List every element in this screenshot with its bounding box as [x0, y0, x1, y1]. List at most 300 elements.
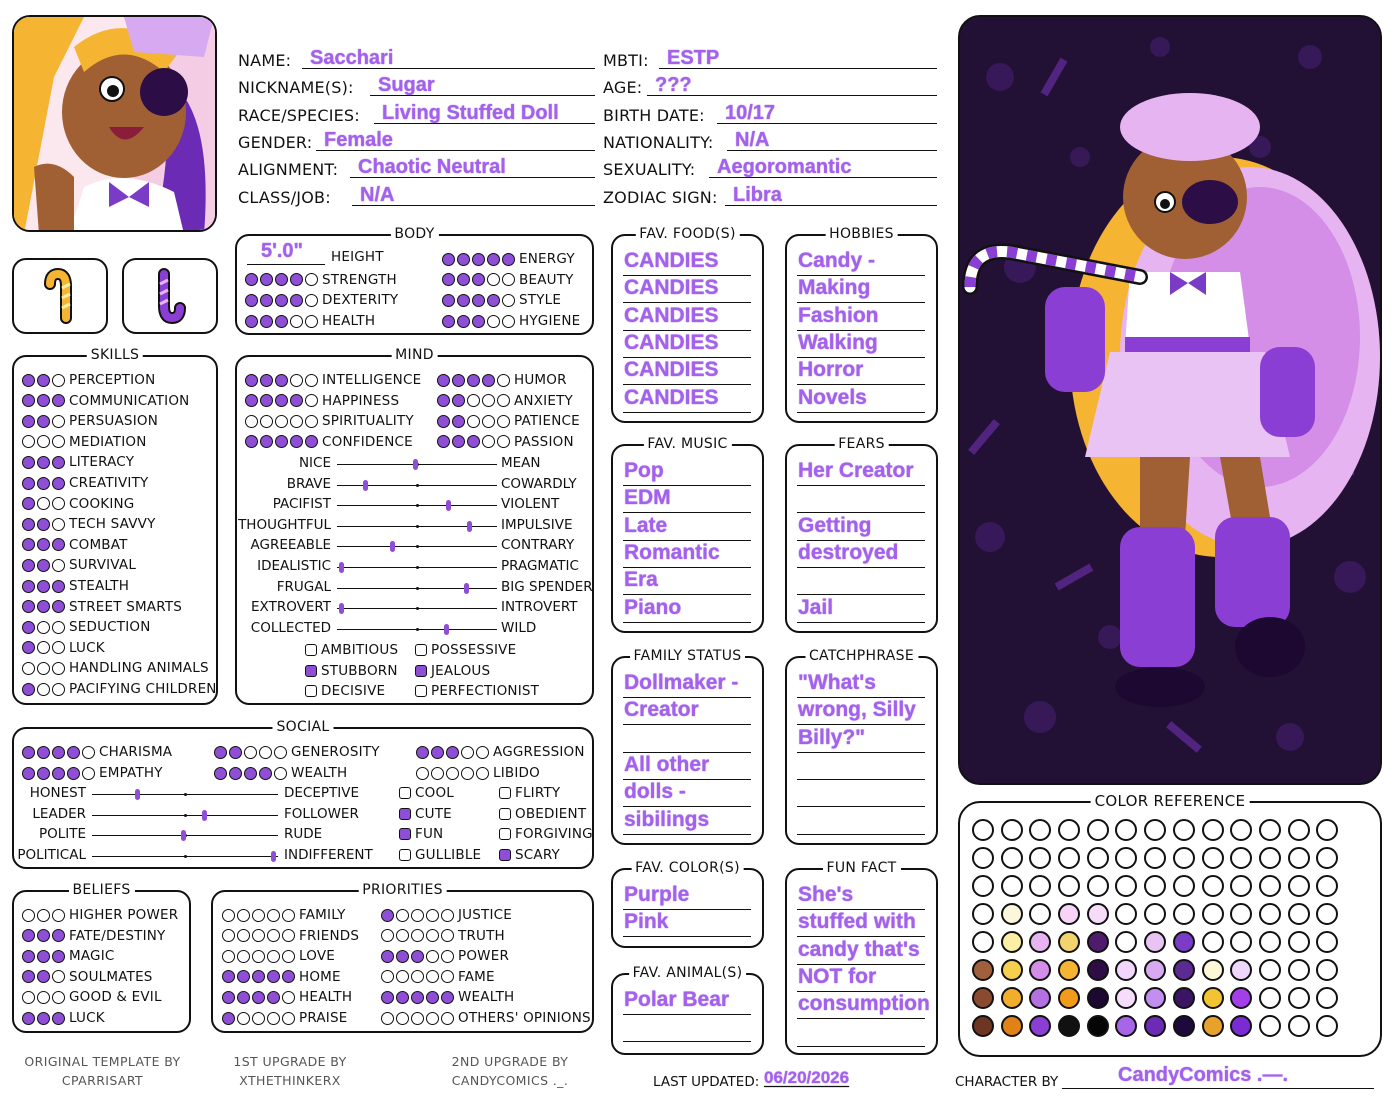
rating-dot[interactable] [472, 253, 485, 266]
color-swatch[interactable] [1202, 931, 1224, 953]
rating-dot[interactable] [411, 970, 424, 983]
color-swatch[interactable] [1058, 931, 1080, 953]
rating-dot[interactable] [267, 991, 280, 1004]
rating-dot[interactable] [461, 746, 474, 759]
rating-dot[interactable] [252, 970, 265, 983]
rating-dot[interactable] [22, 456, 35, 469]
rating-dot[interactable] [222, 929, 235, 942]
color-swatch[interactable] [1115, 903, 1137, 925]
trait-checkbox[interactable] [415, 644, 427, 656]
color-swatch[interactable] [1173, 987, 1195, 1009]
rating-dot[interactable] [396, 991, 409, 1004]
color-swatch[interactable] [1316, 931, 1338, 953]
slider-handle[interactable] [446, 500, 451, 511]
rating-dot[interactable] [290, 435, 303, 448]
rating-dot[interactable] [381, 970, 394, 983]
color-swatch[interactable] [1230, 875, 1252, 897]
rating-dot[interactable] [245, 415, 258, 428]
rating-dot[interactable] [381, 991, 394, 1004]
rating-dot[interactable] [260, 435, 273, 448]
color-swatch[interactable] [1230, 847, 1252, 869]
slider-handle[interactable] [413, 459, 418, 470]
color-swatch[interactable] [1202, 875, 1224, 897]
color-swatch[interactable] [1259, 875, 1281, 897]
rating-dot[interactable] [381, 950, 394, 963]
slider-handle[interactable] [390, 541, 395, 552]
rating-dot[interactable] [82, 746, 95, 759]
rating-dot[interactable] [426, 950, 439, 963]
slider-handle[interactable] [181, 830, 186, 841]
rating-dot[interactable] [502, 253, 515, 266]
rating-dot[interactable] [267, 909, 280, 922]
rating-dot[interactable] [52, 641, 65, 654]
rating-dot[interactable] [416, 746, 429, 759]
color-swatch[interactable] [972, 987, 994, 1009]
rating-dot[interactable] [396, 1012, 409, 1025]
rating-dot[interactable] [222, 991, 235, 1004]
trait-checkbox[interactable] [399, 787, 411, 799]
rating-dot[interactable] [237, 970, 250, 983]
rating-dot[interactable] [467, 435, 480, 448]
color-swatch[interactable] [1087, 819, 1109, 841]
rating-dot[interactable] [52, 970, 65, 983]
rating-dot[interactable] [52, 746, 65, 759]
trait-slider[interactable] [337, 505, 497, 506]
rating-dot[interactable] [396, 970, 409, 983]
rating-dot[interactable] [441, 929, 454, 942]
rating-dot[interactable] [411, 929, 424, 942]
rating-dot[interactable] [482, 374, 495, 387]
rating-dot[interactable] [446, 746, 459, 759]
rating-dot[interactable] [472, 273, 485, 286]
rating-dot[interactable] [22, 559, 35, 572]
color-swatch[interactable] [1173, 875, 1195, 897]
rating-dot[interactable] [37, 374, 50, 387]
color-swatch[interactable] [1288, 847, 1310, 869]
color-swatch[interactable] [1316, 959, 1338, 981]
rating-dot[interactable] [245, 315, 258, 328]
color-swatch[interactable] [1001, 959, 1023, 981]
rating-dot[interactable] [457, 273, 470, 286]
rating-dot[interactable] [229, 767, 242, 780]
rating-dot[interactable] [37, 600, 50, 613]
rating-dot[interactable] [37, 497, 50, 510]
rating-dot[interactable] [411, 1012, 424, 1025]
rating-dot[interactable] [452, 394, 465, 407]
rating-dot[interactable] [52, 477, 65, 490]
color-swatch[interactable] [1259, 847, 1281, 869]
color-swatch[interactable] [1029, 987, 1051, 1009]
rating-dot[interactable] [482, 394, 495, 407]
color-swatch[interactable] [1058, 903, 1080, 925]
rating-dot[interactable] [52, 518, 65, 531]
color-swatch[interactable] [1087, 959, 1109, 981]
rating-dot[interactable] [52, 538, 65, 551]
color-swatch[interactable] [1058, 847, 1080, 869]
trait-checkbox[interactable] [399, 849, 411, 861]
trait-slider[interactable] [337, 485, 497, 486]
rating-dot[interactable] [52, 909, 65, 922]
rating-dot[interactable] [22, 538, 35, 551]
rating-dot[interactable] [245, 273, 258, 286]
color-swatch[interactable] [972, 847, 994, 869]
rating-dot[interactable] [411, 909, 424, 922]
rating-dot[interactable] [260, 415, 273, 428]
rating-dot[interactable] [244, 746, 257, 759]
color-swatch[interactable] [1230, 819, 1252, 841]
color-swatch[interactable] [972, 875, 994, 897]
rating-dot[interactable] [52, 683, 65, 696]
rating-dot[interactable] [22, 600, 35, 613]
rating-dot[interactable] [426, 1012, 439, 1025]
color-swatch[interactable] [1029, 875, 1051, 897]
rating-dot[interactable] [381, 929, 394, 942]
trait-checkbox[interactable] [399, 808, 411, 820]
color-swatch[interactable] [972, 931, 994, 953]
rating-dot[interactable] [237, 991, 250, 1004]
rating-dot[interactable] [37, 477, 50, 490]
color-swatch[interactable] [1202, 987, 1224, 1009]
rating-dot[interactable] [267, 970, 280, 983]
color-swatch[interactable] [1230, 931, 1252, 953]
rating-dot[interactable] [305, 374, 318, 387]
color-swatch[interactable] [1144, 819, 1166, 841]
color-swatch[interactable] [1288, 819, 1310, 841]
rating-dot[interactable] [305, 315, 318, 328]
color-swatch[interactable] [1001, 903, 1023, 925]
color-swatch[interactable] [1144, 931, 1166, 953]
color-swatch[interactable] [1058, 959, 1080, 981]
color-swatch[interactable] [1173, 931, 1195, 953]
rating-dot[interactable] [467, 415, 480, 428]
rating-dot[interactable] [22, 641, 35, 654]
rating-dot[interactable] [441, 970, 454, 983]
trait-checkbox[interactable] [415, 685, 427, 697]
color-swatch[interactable] [972, 959, 994, 981]
rating-dot[interactable] [437, 394, 450, 407]
color-swatch[interactable] [1001, 931, 1023, 953]
trait-slider[interactable] [337, 588, 497, 589]
rating-dot[interactable] [37, 1012, 50, 1025]
rating-dot[interactable] [260, 294, 273, 307]
rating-dot[interactable] [252, 991, 265, 1004]
slider-handle[interactable] [339, 603, 344, 614]
rating-dot[interactable] [237, 950, 250, 963]
rating-dot[interactable] [82, 767, 95, 780]
rating-dot[interactable] [52, 435, 65, 448]
rating-dot[interactable] [22, 374, 35, 387]
trait-checkbox[interactable] [305, 644, 317, 656]
color-swatch[interactable] [1288, 959, 1310, 981]
rating-dot[interactable] [22, 518, 35, 531]
trait-checkbox[interactable] [305, 685, 317, 697]
trait-checkbox[interactable] [399, 828, 411, 840]
rating-dot[interactable] [441, 950, 454, 963]
color-swatch[interactable] [1115, 987, 1137, 1009]
color-swatch[interactable] [1316, 847, 1338, 869]
rating-dot[interactable] [245, 294, 258, 307]
rating-dot[interactable] [237, 1012, 250, 1025]
rating-dot[interactable] [37, 394, 50, 407]
rating-dot[interactable] [305, 394, 318, 407]
trait-checkbox[interactable] [415, 665, 427, 677]
rating-dot[interactable] [442, 273, 455, 286]
color-swatch[interactable] [1173, 959, 1195, 981]
rating-dot[interactable] [267, 1012, 280, 1025]
rating-dot[interactable] [497, 435, 510, 448]
rating-dot[interactable] [22, 394, 35, 407]
rating-dot[interactable] [437, 415, 450, 428]
rating-dot[interactable] [497, 415, 510, 428]
rating-dot[interactable] [37, 950, 50, 963]
rating-dot[interactable] [37, 991, 50, 1004]
trait-checkbox[interactable] [305, 665, 317, 677]
rating-dot[interactable] [222, 970, 235, 983]
rating-dot[interactable] [274, 746, 287, 759]
color-swatch[interactable] [1058, 819, 1080, 841]
rating-dot[interactable] [290, 415, 303, 428]
rating-dot[interactable] [37, 559, 50, 572]
rating-dot[interactable] [452, 435, 465, 448]
rating-dot[interactable] [396, 909, 409, 922]
rating-dot[interactable] [22, 991, 35, 1004]
rating-dot[interactable] [437, 435, 450, 448]
slider-handle[interactable] [202, 810, 207, 821]
color-swatch[interactable] [1202, 903, 1224, 925]
color-swatch[interactable] [1144, 1015, 1166, 1037]
color-swatch[interactable] [1087, 875, 1109, 897]
color-swatch[interactable] [1173, 903, 1195, 925]
color-swatch[interactable] [1029, 819, 1051, 841]
color-swatch[interactable] [1029, 1015, 1051, 1037]
trait-checkbox[interactable] [499, 808, 511, 820]
rating-dot[interactable] [431, 767, 444, 780]
rating-dot[interactable] [52, 394, 65, 407]
color-swatch[interactable] [1259, 987, 1281, 1009]
trait-slider[interactable] [337, 567, 497, 568]
rating-dot[interactable] [52, 456, 65, 469]
rating-dot[interactable] [22, 683, 35, 696]
rating-dot[interactable] [396, 929, 409, 942]
rating-dot[interactable] [252, 929, 265, 942]
color-swatch[interactable] [1087, 987, 1109, 1009]
trait-checkbox[interactable] [499, 849, 511, 861]
rating-dot[interactable] [502, 294, 515, 307]
color-swatch[interactable] [1115, 875, 1137, 897]
rating-dot[interactable] [260, 273, 273, 286]
rating-dot[interactable] [260, 394, 273, 407]
rating-dot[interactable] [52, 600, 65, 613]
rating-dot[interactable] [222, 909, 235, 922]
rating-dot[interactable] [275, 394, 288, 407]
rating-dot[interactable] [52, 415, 65, 428]
rating-dot[interactable] [52, 662, 65, 675]
rating-dot[interactable] [274, 767, 287, 780]
rating-dot[interactable] [431, 746, 444, 759]
rating-dot[interactable] [482, 415, 495, 428]
rating-dot[interactable] [52, 1012, 65, 1025]
color-swatch[interactable] [1259, 959, 1281, 981]
color-swatch[interactable] [1001, 875, 1023, 897]
rating-dot[interactable] [37, 909, 50, 922]
rating-dot[interactable] [22, 950, 35, 963]
rating-dot[interactable] [222, 1012, 235, 1025]
rating-dot[interactable] [237, 909, 250, 922]
color-swatch[interactable] [1259, 1015, 1281, 1037]
color-swatch[interactable] [1058, 1015, 1080, 1037]
color-swatch[interactable] [972, 1015, 994, 1037]
rating-dot[interactable] [305, 415, 318, 428]
rating-dot[interactable] [476, 746, 489, 759]
color-swatch[interactable] [1087, 1015, 1109, 1037]
color-swatch[interactable] [1288, 903, 1310, 925]
rating-dot[interactable] [275, 294, 288, 307]
rating-dot[interactable] [37, 641, 50, 654]
rating-dot[interactable] [214, 767, 227, 780]
rating-dot[interactable] [37, 538, 50, 551]
color-swatch[interactable] [1202, 1015, 1224, 1037]
color-swatch[interactable] [1202, 847, 1224, 869]
rating-dot[interactable] [467, 374, 480, 387]
color-swatch[interactable] [1202, 819, 1224, 841]
rating-dot[interactable] [426, 929, 439, 942]
rating-dot[interactable] [52, 767, 65, 780]
rating-dot[interactable] [259, 767, 272, 780]
rating-dot[interactable] [290, 273, 303, 286]
trait-checkbox[interactable] [499, 787, 511, 799]
rating-dot[interactable] [52, 991, 65, 1004]
color-swatch[interactable] [1144, 987, 1166, 1009]
trait-slider[interactable] [92, 794, 278, 795]
color-swatch[interactable] [1230, 1015, 1252, 1037]
rating-dot[interactable] [22, 621, 35, 634]
trait-checkbox[interactable] [499, 828, 511, 840]
rating-dot[interactable] [37, 746, 50, 759]
rating-dot[interactable] [275, 315, 288, 328]
slider-handle[interactable] [271, 851, 276, 862]
rating-dot[interactable] [411, 950, 424, 963]
rating-dot[interactable] [37, 929, 50, 942]
rating-dot[interactable] [282, 929, 295, 942]
color-swatch[interactable] [1058, 875, 1080, 897]
color-swatch[interactable] [1144, 847, 1166, 869]
rating-dot[interactable] [267, 950, 280, 963]
color-swatch[interactable] [1115, 819, 1137, 841]
rating-dot[interactable] [260, 315, 273, 328]
rating-dot[interactable] [487, 253, 500, 266]
color-swatch[interactable] [1115, 931, 1137, 953]
rating-dot[interactable] [487, 315, 500, 328]
rating-dot[interactable] [252, 950, 265, 963]
rating-dot[interactable] [22, 415, 35, 428]
color-swatch[interactable] [1316, 875, 1338, 897]
rating-dot[interactable] [282, 909, 295, 922]
color-swatch[interactable] [972, 819, 994, 841]
color-swatch[interactable] [1058, 987, 1080, 1009]
rating-dot[interactable] [305, 294, 318, 307]
rating-dot[interactable] [52, 497, 65, 510]
rating-dot[interactable] [275, 415, 288, 428]
rating-dot[interactable] [442, 315, 455, 328]
rating-dot[interactable] [37, 415, 50, 428]
color-swatch[interactable] [1288, 875, 1310, 897]
rating-dot[interactable] [52, 950, 65, 963]
rating-dot[interactable] [275, 273, 288, 286]
rating-dot[interactable] [222, 950, 235, 963]
rating-dot[interactable] [37, 767, 50, 780]
color-swatch[interactable] [1173, 1015, 1195, 1037]
rating-dot[interactable] [229, 746, 242, 759]
rating-dot[interactable] [442, 294, 455, 307]
color-swatch[interactable] [1316, 819, 1338, 841]
rating-dot[interactable] [290, 294, 303, 307]
color-swatch[interactable] [1029, 847, 1051, 869]
rating-dot[interactable] [252, 1012, 265, 1025]
rating-dot[interactable] [441, 1012, 454, 1025]
rating-dot[interactable] [467, 394, 480, 407]
color-swatch[interactable] [1115, 847, 1137, 869]
rating-dot[interactable] [22, 477, 35, 490]
rating-dot[interactable] [275, 435, 288, 448]
rating-dot[interactable] [22, 497, 35, 510]
rating-dot[interactable] [472, 315, 485, 328]
color-swatch[interactable] [1087, 847, 1109, 869]
color-swatch[interactable] [1316, 1015, 1338, 1037]
color-swatch[interactable] [1259, 931, 1281, 953]
rating-dot[interactable] [472, 294, 485, 307]
rating-dot[interactable] [426, 970, 439, 983]
color-swatch[interactable] [1029, 903, 1051, 925]
color-swatch[interactable] [1173, 847, 1195, 869]
trait-slider[interactable] [337, 464, 497, 465]
rating-dot[interactable] [22, 929, 35, 942]
trait-slider[interactable] [337, 546, 497, 547]
slider-handle[interactable] [444, 624, 449, 635]
color-swatch[interactable] [1316, 903, 1338, 925]
trait-slider[interactable] [92, 835, 278, 836]
rating-dot[interactable] [457, 294, 470, 307]
color-swatch[interactable] [1288, 987, 1310, 1009]
rating-dot[interactable] [37, 456, 50, 469]
rating-dot[interactable] [52, 621, 65, 634]
rating-dot[interactable] [37, 580, 50, 593]
color-swatch[interactable] [1173, 819, 1195, 841]
rating-dot[interactable] [381, 1012, 394, 1025]
rating-dot[interactable] [37, 435, 50, 448]
rating-dot[interactable] [22, 970, 35, 983]
rating-dot[interactable] [476, 767, 489, 780]
rating-dot[interactable] [37, 621, 50, 634]
rating-dot[interactable] [282, 991, 295, 1004]
rating-dot[interactable] [502, 315, 515, 328]
rating-dot[interactable] [245, 435, 258, 448]
color-swatch[interactable] [1202, 959, 1224, 981]
color-swatch[interactable] [1259, 903, 1281, 925]
trait-slider[interactable] [337, 629, 497, 630]
rating-dot[interactable] [282, 1012, 295, 1025]
rating-dot[interactable] [305, 273, 318, 286]
rating-dot[interactable] [442, 253, 455, 266]
color-swatch[interactable] [1115, 1015, 1137, 1037]
trait-slider[interactable] [337, 526, 497, 527]
rating-dot[interactable] [52, 374, 65, 387]
rating-dot[interactable] [22, 1012, 35, 1025]
color-swatch[interactable] [1087, 903, 1109, 925]
rating-dot[interactable] [260, 374, 273, 387]
rating-dot[interactable] [67, 767, 80, 780]
rating-dot[interactable] [497, 394, 510, 407]
rating-dot[interactable] [305, 435, 318, 448]
